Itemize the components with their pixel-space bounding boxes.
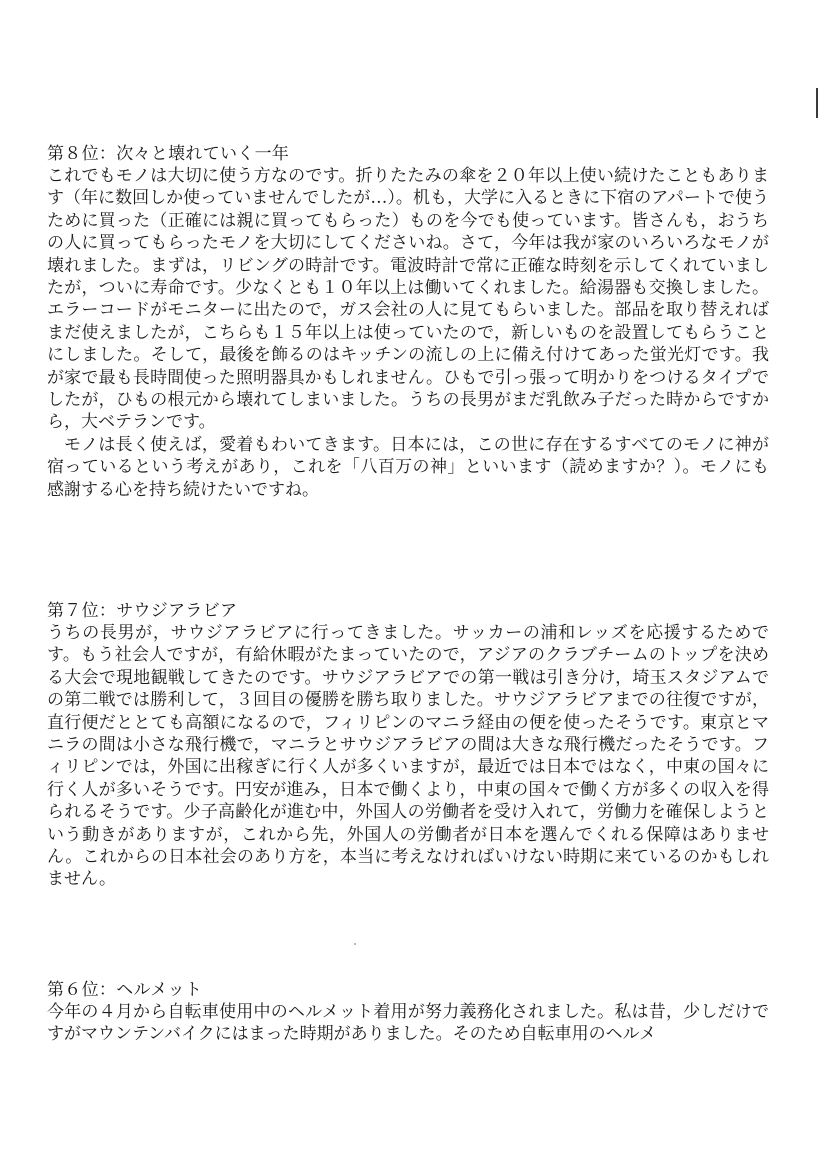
section-heading: 第７位：サウジアラビア [47, 601, 238, 621]
section-heading: 第６位：ヘルメット [47, 980, 203, 1000]
section-paragraph: 今年の４月から自転車使用中のヘルメット着用が努力義務化されました。私は昔，少しだけですがマウンテンバイクにはまった時期がありました。そのため自転車用のヘルメ [47, 1002, 769, 1045]
scan-speck [354, 943, 356, 945]
section-rank-7 [47, 600, 769, 891]
section-rank-8 [47, 143, 769, 501]
section-heading: 第８位：次々と壊れていく一年 [47, 144, 290, 164]
section-rank-6 [47, 979, 769, 1046]
scan-edge-mark [816, 88, 818, 118]
section-paragraph: モノは長く使えば，愛着もわいてきます。日本には，この世に存在するすべてのモノに神が宿っているという考えがあり，これを「八百万の神」といいます（読めますか？）。モノにも感謝する心を持ち続けたいですね。 [47, 434, 769, 500]
section-paragraph: これでもモノは大切に使う方なのです。折りたたみの傘を２０年以上使い続けたこともあります（年に数回しか使っていませんでしたが…）。机も，大学に入るときに下宿のアパートで使うために買った（正確には親に買ってもらった）ものを今でも使っています。皆さんも，おうちの人に買ってもらったモノを大切にしてくださいね。さて，今年は我が家のいろいろなモノが壊れました。まずは，リビングの時計です。電波時計で常に正確な時刻を示してくれていましたが，ついに寿命です。少なくとも１０年以上は働いてくれました。給湯器も交換しました。エラーコードがモニターに出たので，ガス会社の人に見てもらいました。部品を取り替えればまだ使えましたが，こちらも１５年以上は使っていたので，新しいものを設置してもらうことにしました。そして，最後を飾るのはキッチンの流しの上に備え付けてあった蛍光灯です。我が家で最も長時間使った照明器具かもしれません。ひもで引っ張って明かりをつけるタイプでしたが，ひもの根元から壊れてしまいました。うちの長男がまだ乳飲み子だった時からですから，大ベテランです。 [47, 166, 769, 433]
section-paragraph: うちの長男が，サウジアラビアに行ってきました。サッカーの浦和レッズを応援するためです。もう社会人ですが，有給休暇がたまっていたので，アジアのクラブチームのトップを決める大会で現地観戦してきたのです。サウジアラビアでの第一戦は引き分け，埼玉スタジアムでの第二戦では勝利して，３回目の優勝を勝ち取りました。サウジアラビアまでの往復ですが，直行便だととても高額になるので，フィリピンのマニラ経由の便を使ったそうです。東京とマニラの間は小さな飛行機で，マニラとサウジアラビアの間は大きな飛行機だったそうです。フィリピンでは，外国に出稼ぎに行く人が多くいますが，最近では日本ではなく，中東の国々に行く人が多いそうです。円安が進み，日本で働くより，中東の国々で働く方が多くの収入を得られるそうです。少子高齢化が進む中，外国人の労働者を受け入れて，労働力を確保しようという動きがありますが，これから先，外国人の労働者が日本を選んでくれる保障はありません。これからの日本社会のあり方を，本当に考えなければいけない時期に来ているのかもしれません。 [47, 623, 769, 890]
